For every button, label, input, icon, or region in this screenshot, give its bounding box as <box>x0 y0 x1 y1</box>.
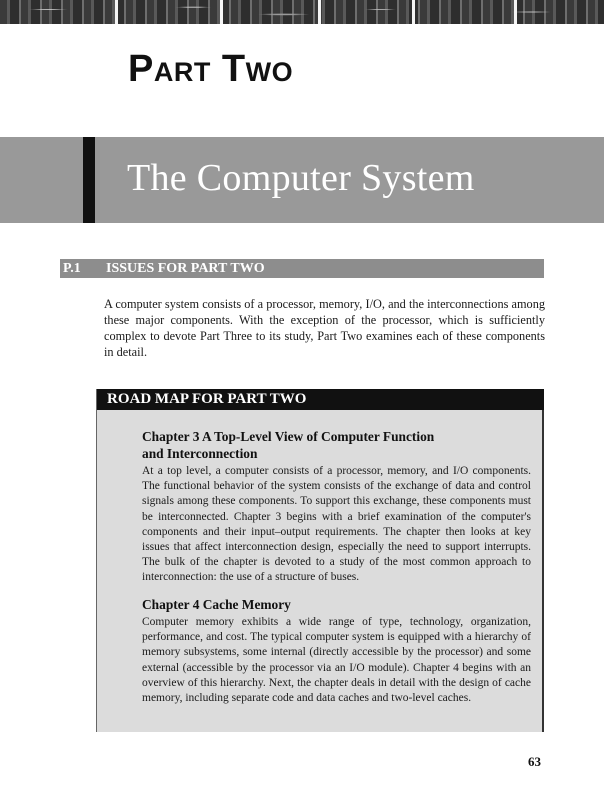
page-number: 63 <box>528 754 541 769</box>
roadmap-heading <box>97 389 544 410</box>
section-number: P.1 <box>63 260 81 276</box>
chapter-heading-line: Chapter 4 Cache Memory <box>142 597 291 612</box>
chapter-heading-line: and Interconnection <box>142 446 258 461</box>
intro-paragraph: A computer system consists of a processor, memory, I/O, and the interconnections among these major components. With the exception of the processor, which is sufficiently complex to devote Part Three to its study, Part Two examines each of these components in detail. <box>104 297 545 359</box>
photo-divider <box>318 0 321 24</box>
title-accent-bar <box>83 137 95 223</box>
chapter-description: Computer memory exhibits a wide range of type, technology, organization, performance, and cost. The typical computer system is equipped with a hierarchy of memory subsystems, some internal (directly accessible by the processor) and some external (accessible by the processor via an I/O module). Chapter 4 begins with an overview of this hierarchy. Next, the chapter deals in detail with the design of cache memory, including separate code and data caches and two-level caches. <box>142 616 531 705</box>
section-title: ISSUES FOR PART TWO <box>106 260 265 276</box>
section-heading <box>60 259 544 278</box>
part-subtitle: The Computer System <box>127 157 475 199</box>
chapter-heading-line: Chapter 3 A Top-Level View of Computer Function <box>142 429 435 444</box>
chapter-description: At a top level, a computer consists of a processor, memory, and I/O components. The functional behavior of the system consists of the exchange of data and control signals among these components. To support this exchange, these components must be interconnected. Chapter 3 begins with a brief examination of the computer's components and their input–output requirements. The chapter then looks at key issues that affect interconnection design, especially the need to support interrupts. The bulk of the chapter is devoted to a study of the most common approach to interconnection: the use of a structure of buses. <box>142 465 531 584</box>
chapter-entry <box>142 596 531 706</box>
chapter-entry <box>142 428 531 586</box>
photo-divider <box>514 0 517 24</box>
chapter-heading <box>142 596 531 613</box>
photo-divider <box>412 0 415 24</box>
part-title: Part Two <box>128 48 294 90</box>
photo-divider <box>115 0 118 24</box>
photo-divider <box>220 0 223 24</box>
chapter-heading <box>142 428 531 462</box>
roadmap-title: ROAD MAP FOR PART TWO <box>107 391 307 407</box>
